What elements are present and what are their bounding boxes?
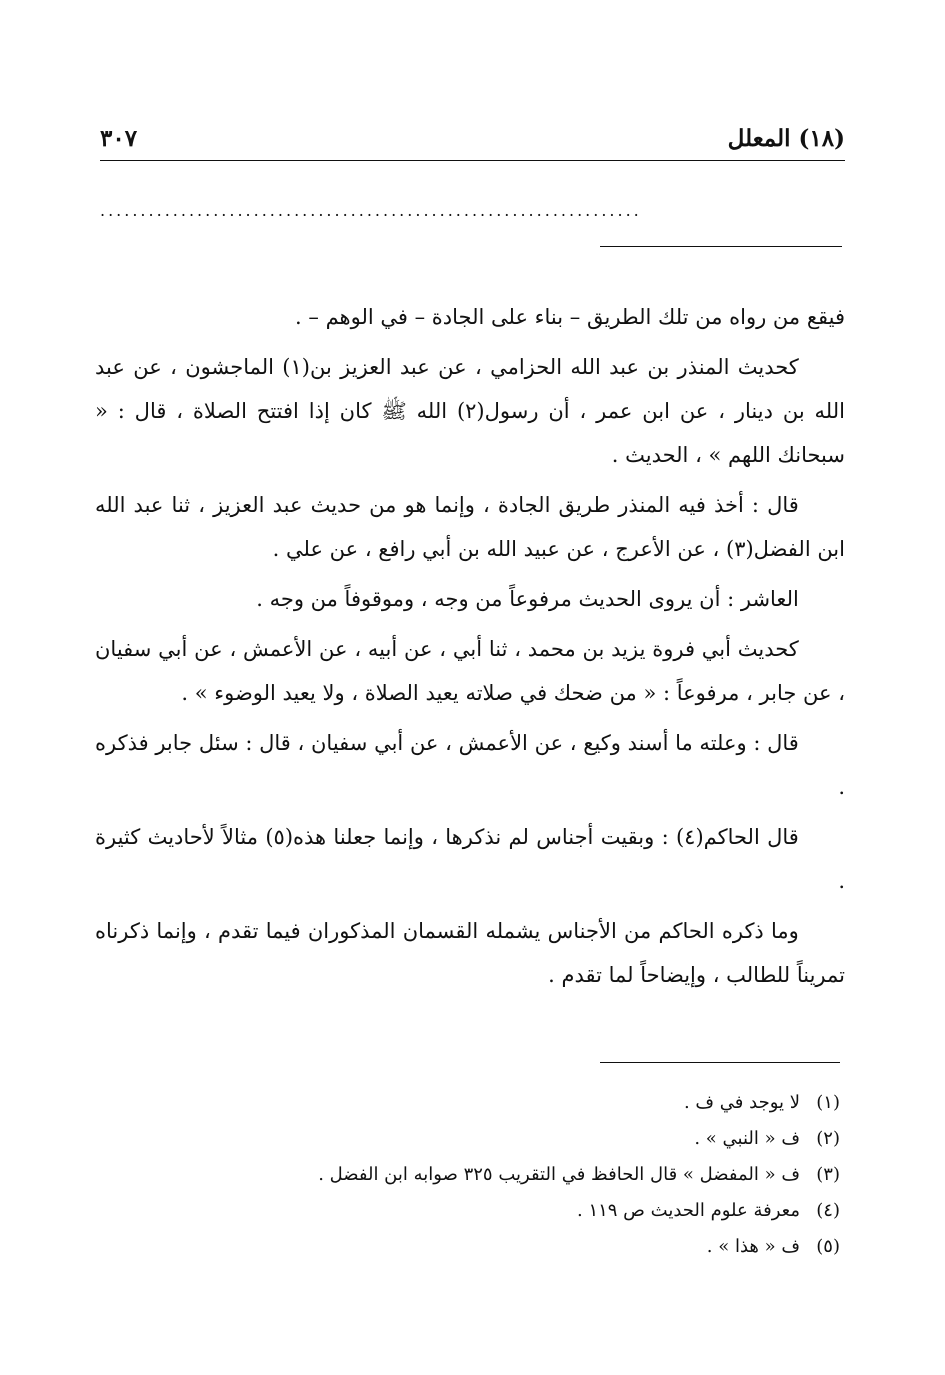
header-rule <box>100 160 845 161</box>
footnote-rule <box>600 1062 840 1063</box>
footnote-number: (٢) <box>816 1128 840 1149</box>
paragraph: قال : أخذ فيه المنذر طريق الجادة ، وإنما هو من حديث عبد العزيز ، ثنا عبد الله ابن الفضل(٣) ، عن الأعرج ، عن عبيد الله بن أبي رافع ، عن علي . <box>95 493 845 561</box>
page-number: ٣٠٧ <box>100 125 138 152</box>
footnote <box>95 1229 840 1265</box>
footnote-text: ف « المفضل » قال الحافظ في التقريب ٣٢٥ صوابه ابن الفضل . <box>318 1164 800 1185</box>
footnote-number: (٥) <box>816 1236 840 1257</box>
footnote <box>95 1193 840 1229</box>
paragraph: كحديث أبي فروة يزيد بن محمد ، ثنا أبي ، عن أبيه ، عن الأعمش ، عن أبي سفيان ، عن جابر ، مرفوعاً : « من ضحك في صلاته يعيد الصلاة ، ولا يعيد الوضوء » . <box>95 637 845 705</box>
section-rule <box>600 246 842 247</box>
footnote-text: ف « النبي » . <box>694 1128 800 1149</box>
paragraph: قال الحاكم(٤) : وبقيت أجناس لم نذكرها ، وإنما جعلنا هذه(٥) مثالاً لأحاديث كثيرة . <box>95 825 845 893</box>
page-header <box>100 125 845 163</box>
footnote-number: (٣) <box>816 1164 840 1185</box>
main-text <box>95 295 845 1003</box>
footnote-text: لا يوجد في ف . <box>683 1092 800 1113</box>
paragraph: كحديث المنذر بن عبد الله الحزامي ، عن عبد العزيز بن(١) الماجشون ، عن عبد الله بن دينار ، عن ابن عمر ، أن رسول(٢) الله ﷺ كان إذا افتتح الصلاة ، قال : « سبحانك اللهم » ، الحديث . <box>95 355 845 467</box>
footnote-number: (١) <box>816 1092 840 1113</box>
footnote <box>95 1085 840 1121</box>
footnotes <box>95 1085 840 1265</box>
footnote-text: معرفة علوم الحديث ص ١١٩ . <box>576 1200 800 1221</box>
running-head: (١٨) المعلل <box>727 125 845 152</box>
paragraph: قال : وعلته ما أسند وكيع ، عن الأعمش ، عن أبي سفيان ، قال : سئل جابر فذكره . <box>95 731 845 799</box>
paragraph: فيقع من رواه من تلك الطريق – بناء على الجادة – في الوهم – . <box>295 305 845 329</box>
footnote-number: (٤) <box>816 1200 840 1221</box>
footnote <box>95 1121 840 1157</box>
footnote <box>95 1157 840 1193</box>
paragraph: وما ذكره الحاكم من الأجناس يشمله القسمان المذكوران فيما تقدم ، وإنما ذكرناه تمريناً للطالب ، وإيضاحاً لما تقدم . <box>95 919 845 987</box>
paragraph: العاشر : أن يروى الحديث مرفوعاً من وجه ، وموقوفاً من وجه . <box>256 587 799 611</box>
omission-dots: ................................................................... <box>100 201 642 220</box>
footnote-text: ف « هذا » . <box>706 1236 800 1257</box>
